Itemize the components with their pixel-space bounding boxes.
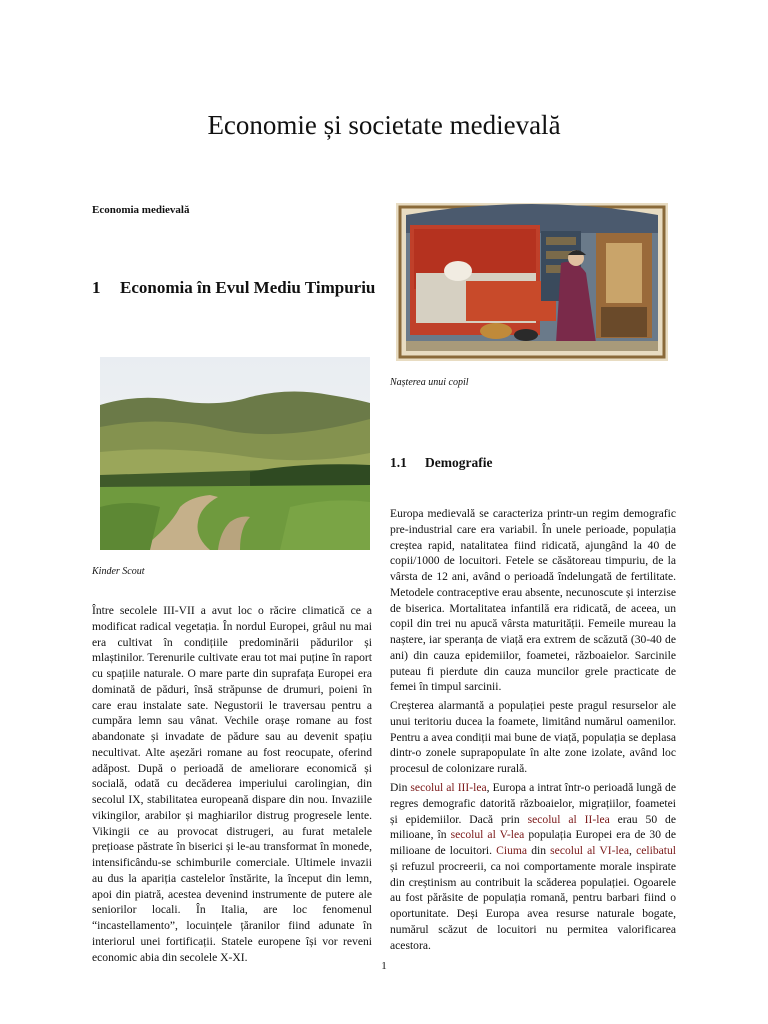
- subsection-heading-1-1: [390, 455, 492, 471]
- paragraph-demography-1: Europa medievală se caracteriza printr-un regim demografic pre-industrial care era variabil. În unele perioade, populația creștea rapid, natalitatea fiind ridicată, ajungând la 40 de copii/1000 de locuitori. Fetele se căsătoreau timpuriu, de la vârsta de 12 ani, având o perioadă îndelungată de fertilitate. Metodele contraceptive erau absente, necunoscute și interzise de biserica. Mortalitatea infantilă era ridicată, de aceea, un copil din trei nu apucă vârsta maturității. Femeile mureau la naștere, iar speranța de viață era extrem de scăzută (30-40 de ani) din cauza epidemiilor, foametei, războaielor. Sarcinile puteau fi pierdute din cauza muncilor grele practicate de femei în timpul sarcinii.: [390, 507, 676, 694]
- subsection-number: 1.1: [390, 455, 407, 470]
- section-heading-1: [92, 276, 382, 299]
- text-run: ,: [629, 844, 637, 857]
- text-run: Din: [390, 781, 411, 794]
- text-run: din: [527, 844, 551, 857]
- link-secolul-6[interactable]: secolul al VI-lea: [550, 844, 630, 857]
- link-secolul-5[interactable]: secolul al V-lea: [450, 828, 525, 842]
- birth-miniature-painting: [396, 203, 668, 361]
- page-title: Economie și societate medievală: [207, 110, 561, 140]
- paragraph-demography-2: Creșterea alarmantă a populației peste pragul resurselor ale unui teritoriu ducea la foamete, limitând numărul oamenilor. Pentru a avea condiții mai bune de viață, populația se deplasa dintr-o zonele suprapopulate în alte zone izolate, având loc procesul de colonizare rurală.: [390, 699, 676, 775]
- article-kicker: Economia medievală: [92, 204, 190, 216]
- paragraph-economy-early-middle-ages: Între secolele III-VII a avut loc o răcire climatică ce a modificat radical vegetația. În nordul Europei, grâul nu mai era cultivat în condițiile predominării pădurilor și mlaștinilor. Terenurile cultivate erau tot mai puține în raport cu spațiile naturale. O mare parte din suprafața Europei era dominată de păduri, însă străpunse de drumuri, poieni în care erau instalate sate. Negustorii le traversau pentru a cumpăra lemn sau vânat. Vechile orașe romane au fost abandonate și invadate de pădure sau au devenit spațiu necultivat. Alte așezări romane au fost reocupate, oferind adăpost. După o perioadă de ameliorare economică și socială, odată cu decăderea imperiului carolingian, din secolul IX, stabilitatea europeană dispare din nou. Invaziile vikingilor, arabilor și maghiarilor distrug progresele lente. Vikingii ce au provocat distrugeri, au furat metalele prețioase păstrate în biserici și le-au transformat în monede, intensificându-se schimburile comerciale. Ultimele invazii au dus la apariția castelelor înstărite, la început din lemn, apoi din piatră, acestea devenind instrumente de putere ale seniorilor locali. În Italia, are loc fenomenul “incastellamento”, locuințele țăranilor fiind adunate în interiorul unei fortificații. Statele europene își vor reveni economic abia din secolele X-XI.: [92, 604, 372, 964]
- text-run: , Europa a intrat într-o perioadă lungă de regres demografic datorită războaielor, migrațiilor, foametei și epidemiilor. Dacă prin: [390, 781, 676, 826]
- text-run: și refuzul procreerii, ca noi comportamente morale inspirate din creștinism au contribuit la scăderea populației. Ogoarele au fost părăsite de populația romană, pentru barbari fiind o oportunitate. Deși Europa avea resurse naturale bogate, numărul scăzut de locuitori nu permitea valorificarea acestora.: [390, 859, 676, 952]
- text-run: erau 50 de milioane, în: [390, 812, 676, 842]
- figure-caption-kinder-scout: Kinder Scout: [92, 566, 145, 577]
- section-title: Economia în Evul Mediu Timpuriu: [120, 278, 376, 297]
- link-secolul-2[interactable]: secolul al II-lea: [527, 812, 610, 826]
- link-secolul-3[interactable]: secolul al III-lea: [410, 781, 487, 794]
- link-ciuma[interactable]: Ciuma: [496, 844, 528, 857]
- paragraph-demography-3: [390, 780, 676, 953]
- page-number: 1: [381, 960, 387, 972]
- kinder-scout-photo: [100, 357, 370, 550]
- link-celibatul[interactable]: celibatul: [636, 844, 677, 857]
- subsection-title: Demografie: [425, 455, 493, 470]
- section-number: 1: [92, 278, 101, 297]
- figure-caption-birth: Nașterea unui copil: [390, 377, 469, 388]
- text-run: populația Europei era de 30 de milioane de locuitori.: [390, 828, 676, 857]
